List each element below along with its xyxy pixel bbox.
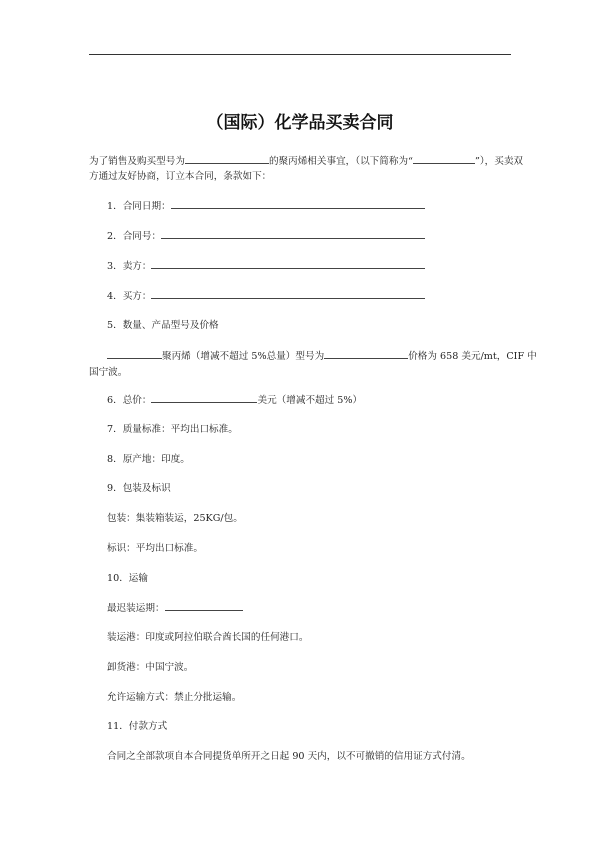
- intro-prefix: 为了销售及购买型号为: [89, 156, 185, 167]
- intro-line-2: 方通过友好协商，订立本合同，条款如下：: [89, 171, 272, 182]
- quantity-blank: [107, 346, 162, 359]
- seller-blank: [151, 256, 425, 269]
- clause-5-text-a: 聚丙烯（增减不超过 5%总量）型号为: [162, 351, 325, 362]
- latest-shipment-label: 最迟装运期：: [107, 603, 165, 614]
- clause-7: 7．质量标准：平均出口标准。: [107, 424, 238, 435]
- intro-middle: 的聚丙烯相关事宜，（以下简称为“: [268, 156, 413, 167]
- document-title: （国际）化学品买卖合同: [206, 113, 394, 133]
- buyer-blank: [151, 286, 425, 299]
- latest-shipment-blank: [165, 598, 243, 611]
- clause-9-marking: 标识：平均出口标准。: [107, 543, 203, 554]
- clause-6-label: 6．总价：: [107, 395, 152, 406]
- clause-10-shipment-method: 允许运输方式：禁止分批运输。: [107, 692, 242, 703]
- contract-date-blank: [171, 196, 425, 209]
- model-blank: [185, 151, 269, 164]
- clause-6: [107, 390, 362, 411]
- clause-6-suffix: 美元（增减不超过 5%）: [257, 395, 363, 406]
- abbreviation-blank: [413, 151, 475, 164]
- intro-suffix: ”），买卖双: [474, 156, 524, 167]
- clause-9-heading: 9．包装及标识: [107, 483, 171, 494]
- clause-2-label: 2．合同号：: [107, 231, 162, 242]
- clause-3: [107, 256, 425, 277]
- total-price-blank: [151, 390, 257, 403]
- contract-number-blank: [161, 226, 425, 239]
- clause-10-latest-shipment: [107, 598, 243, 619]
- clause-10-heading: 10．运输: [107, 573, 148, 584]
- clause-5-heading: 5．数量、产品型号及价格: [107, 320, 219, 331]
- clause-1-label: 1．合同日期：: [107, 201, 171, 212]
- header-rule: [89, 54, 511, 55]
- clause-5-line-2: 国宁波。: [89, 367, 128, 378]
- clause-1: [107, 196, 425, 217]
- clause-2: [107, 226, 425, 247]
- clause-10-port-of-discharge: 卸货港：中国宁波。: [107, 662, 194, 673]
- clause-5-line-1: [107, 346, 537, 367]
- product-model-blank: [324, 346, 408, 359]
- clause-9-packing: 包装：集装箱装运，25KG/包。: [107, 513, 243, 524]
- clause-3-label: 3．卖方：: [107, 261, 152, 272]
- clause-4-label: 4．买方：: [107, 291, 152, 302]
- clause-11-heading: 11．付款方式: [107, 721, 168, 732]
- clause-4: [107, 286, 425, 307]
- clause-10-port-of-loading: 装运港：印度或阿拉伯联合酋长国的任何港口。: [107, 632, 309, 643]
- clause-5-text-b: 价格为 658 美元/mt，CIF 中: [408, 351, 537, 362]
- clause-11-text: 合同之全部款项自本合同提货单所开之日起 90 天内，以不可撤销的信用证方式付清。: [107, 751, 471, 762]
- clause-8: 8．原产地：印度。: [107, 454, 190, 465]
